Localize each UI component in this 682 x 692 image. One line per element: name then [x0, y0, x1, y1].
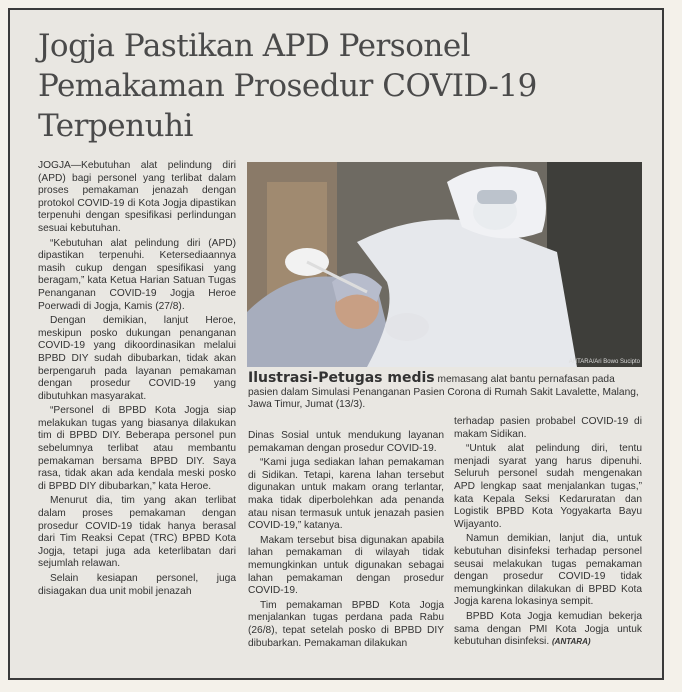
- article-column-1: [38, 160, 236, 600]
- headline: Jogja Pastikan APD Personel Pemakaman Prosedur COVID-19 Terpenuhi: [38, 28, 537, 144]
- paragraph: Selain kesiapan personel, juga disiagakan dua unit mobil jenazah: [38, 573, 236, 597]
- photo-caption: [248, 372, 642, 412]
- paragraph: “Kami juga sediakan lahan pemakaman di Sidikan. Tetapi, karena lahan tersebut digunakan untuk makam orang terlantar, maka tidak diperbolehkan ada penanda atau nisan termasuk untuk jenazah pasien COVID-19,” katanya.: [248, 457, 444, 532]
- paragraph: Dengan demikian, lanjut Heroe, meskipun posko dukungan penanganan COVID-19 yang dikoordinasikan melalui BPBD DIY sudah dibubarkan, tidak akan berpengaruh pada layanan pemakaman dengan prosedur COVID-19 yang dibutuhkan masyarakat.: [38, 315, 236, 402]
- article-column-2: [248, 430, 444, 652]
- caption-text: memasang alat bantu pernafasan pada pasien dalam Simulasi Penanganan Pasien Corona di Rumah Sakit Lavalette, Malang, Jawa Timur, Jumat (13/3).: [248, 374, 639, 411]
- paragraph: Tim pemakaman BPBD Kota Jogja menjalankan tugas perdana pada Rabu (26/8), tepat setelah posko di BPBD DIY dibubarkan. Pemakaman dilakukan: [248, 599, 444, 649]
- byline: (ANTARA): [552, 637, 591, 647]
- paragraph: JOGJA—Kebutuhan alat pelindung diri (APD) bagi personel yang terlibat dalam proses pemakaman jenazah dengan protokol COVID-19 di Kota Jogja dipastikan terpenuhi dengan spesifikasi perlindungan sesuai kebutuhan.: [38, 160, 236, 234]
- paragraph: “Untuk alat pelindung diri, tentu menjadi syarat yang harus dipenuhi. Seluruh personel sudah mengenakan APD lengkap saat menjalankan tugas,” kata Kepala Seksi Kedaruratan dan Logistik BPBD Kota Yogyakarta Bayu Wijayanto.: [454, 443, 642, 530]
- paragraph: “Personel di BPBD Kota Jogja siap melakukan tugas yang biasanya dilakukan tim di BPBD DIY. Beberapa personel pun sebelumnya terlibat atau membantu pemakaman bersama BPBD DIY. Saya rasa, tidak akan ada kendala meski posko di BPBD DIY dibubarkan,” kata Heroe.: [38, 405, 236, 492]
- paragraph: terhadap pasien probabel COVID-19 di makam Sidikan.: [454, 416, 642, 440]
- news-photo: [247, 162, 642, 367]
- paragraph: [454, 611, 642, 649]
- paragraph: Menurut dia, tim yang akan terlibat dalam proses pemakaman dengan prosedur COVID-19 tidak hanya berasal dari Tim Reaksi Cepat (TRC) BPBD Kota Jogja, tetapi juga ada keterlibatan dari sejumlah relawan.: [38, 495, 236, 570]
- paragraph: Namun demikian, lanjut dia, untuk kebutuhan disinfeksi terhadap personel seusai melakukan tugas pemakaman dengan prosedur COVID-19 tidak memungkinkan dilakukan di BPBD Kota Jogja karena lokasinya sempit.: [454, 533, 642, 608]
- paragraph-text: BPBD Kota Jogja kemudian bekerja sama dengan PMI Kota Jogja untuk kebutuhan disinfeksi.: [454, 610, 642, 648]
- photo-credit: ANTARA/Ari Bowo Sucipto: [568, 359, 640, 365]
- article-column-3: [454, 416, 642, 651]
- medical-worker-illustration: [247, 162, 642, 367]
- paragraph: Dinas Sosial untuk mendukung layanan pemakaman dengan prosedur COVID-19.: [248, 430, 444, 454]
- paragraph: “Kebutuhan alat pelindung diri (APD) dipastikan terpenuhi. Ketersediaannya masih cukup dengan spesifikasi yang beragam,” kata Ketua Harian Satuan Tugas Penanganan COVID-19 Jogja Heroe Poerwadi di Jogja, Kamis (27/8).: [38, 237, 236, 312]
- caption-lead: Ilustrasi-Petugas medis: [248, 370, 435, 386]
- paragraph: Makam tersebut bisa digunakan apabila lahan pemakaman di wilayah tidak memungkinkan untuk digunakan sebagai lahan pemakaman dengan prosedur COVID-19.: [248, 534, 444, 597]
